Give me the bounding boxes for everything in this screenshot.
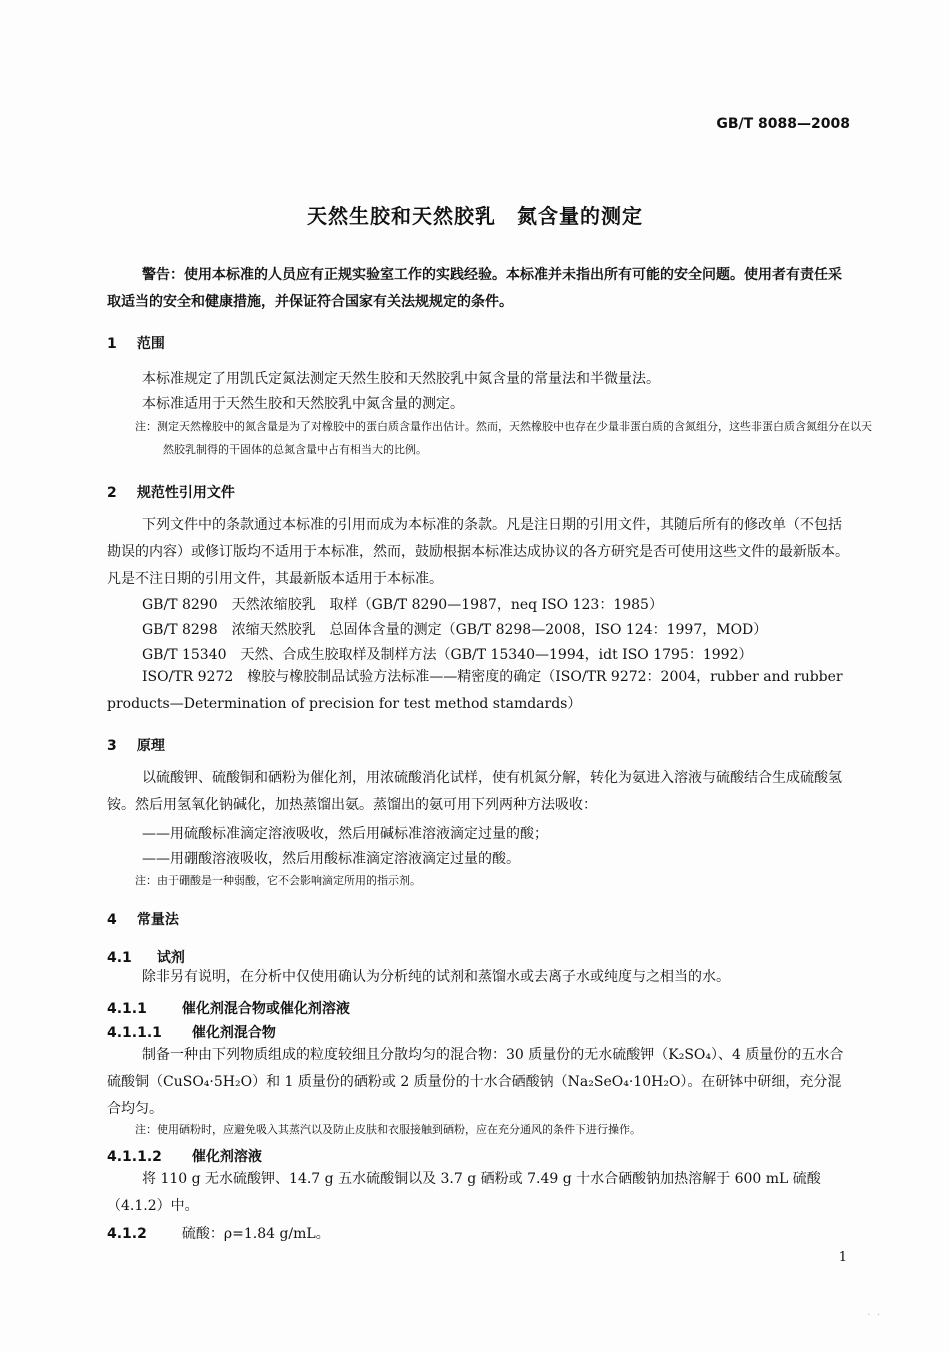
section-4-heading (107, 909, 179, 929)
standard-code: GB/T 8088—2008 (716, 116, 850, 132)
section-4-1-1-1-note: 注：使用硒粉时，应避免吸入其蒸汽以及防止皮肤和衣服接触到硒粉，应在充分通风的条件下进行操作。 (135, 1123, 641, 1136)
section-4-1-2-number: 4.1.2 (107, 1226, 147, 1242)
section-4-1-1-number: 4.1.1 (107, 1001, 147, 1017)
section-4-1-paragraph: 除非另有说明，在分析中仅使用确认为分析纯的试剂和蒸馏水或去离子水或纯度与之相当的水。 (142, 969, 730, 985)
section-4-1-1-1-heading (107, 1022, 276, 1042)
section-3-item-1: ——用硫酸标准滴定溶液吸收，然后用碱标准溶液滴定过量的酸； (142, 826, 548, 842)
section-4-1-1-1-number: 4.1.1.1 (107, 1025, 162, 1041)
section-4-1-number: 4.1 (107, 950, 132, 966)
section-4-1-1-title: 催化剂混合物或催化剂溶液 (181, 1001, 350, 1017)
warning-text: 警告：使用本标准的人员应有正规实验室工作的实践经验。本标准并未指出所有可能的安全问题。使用者有责任采取适当的安全和健康措施，并保证符合国家有关法规规定的条件。 (107, 267, 842, 310)
section-4-1-1-2-paragraph: 将 110 g 无水硫酸钾、14.7 g 五水硫酸铜以及 3.7 g 硒粉或 7.49 g 十水合硒酸钠加热溶解于 600 mL 硫酸（4.1.2）中。 (107, 1171, 821, 1214)
warning-block (107, 262, 850, 316)
section-4-1-1-heading (107, 998, 350, 1018)
section-3-note: 注：由于硼酸是一种弱酸，它不会影响滴定所用的指示剂。 (135, 874, 421, 887)
reference-item: GB/T 15340 天然、合成生胶取样及制样方法（GB/T 15340—1994，idt ISO 1795：1992） (142, 647, 753, 663)
section-4-1-1-1-paragraph: 制备一种由下列物质组成的粒度较细且分散均匀的混合物：30 质量份的无水硫酸钾（K₂SO₄）、4 质量份的五水合硫酸铜（CuSO₄·5H₂O）和 1 质量份的硒粉或 2 质量份的十水合硒酸钠（Na₂SeO₄·10H₂O）。在研钵中研细，充分混合均匀。 (107, 1047, 844, 1117)
section-2-heading (107, 482, 235, 502)
section-4-1-title: 试剂 (156, 950, 185, 966)
section-4-number: 4 (107, 912, 117, 928)
section-4-1-1-1-title: 催化剂混合物 (191, 1025, 276, 1041)
section-4-1-2-text: 硫酸：ρ=1.84 g/mL。 (181, 1226, 330, 1242)
section-4-1-2-heading (107, 1223, 330, 1243)
page-number: 1 (838, 1250, 847, 1265)
section-4-1-1-2-title: 催化剂溶液 (191, 1149, 262, 1165)
section-4-title: 常量法 (136, 912, 179, 928)
scan-dots-decoration: · · (867, 1310, 880, 1321)
section-1-note: 注：测定天然橡胶中的氮含量是为了对橡胶中的蛋白质含量作出估计。然而，天然橡胶中也存在少量非蛋白质的含氮组分，这些非蛋白质含氮组分在以天然胶乳制得的干固体的总氮含量中占有相当大的比例。 (135, 420, 872, 456)
section-3-title: 原理 (136, 738, 165, 754)
section-1-number: 1 (107, 336, 117, 352)
section-2-number: 2 (107, 485, 117, 501)
section-4-1-1-2-number: 4.1.1.2 (107, 1149, 162, 1165)
section-2-paragraph: 下列文件中的条款通过本标准的引用而成为本标准的条款。凡是注日期的引用文件，其随后所有的修改单（不包括勘误的内容）或修订版均不适用于本标准，然而，鼓励根据本标准达成协议的各方研究是否可使用这些文件的最新版本。凡是不注日期的引用文件，其最新版本适用于本标准。 (107, 517, 849, 587)
section-4-1-1-2-heading (107, 1146, 262, 1166)
document-title: 天然生胶和天然胶乳 氮含量的测定 (307, 204, 643, 228)
reference-item: ISO/TR 9272 橡胶与橡胶制品试验方法标准——精密度的确定（ISO/TR 9272：2004，rubber and rubber products—Determination of precision for test method stamdards） (107, 669, 843, 712)
section-3-item-2: ——用硼酸溶液吸收，然后用酸标准滴定溶液滴定过量的酸。 (142, 851, 520, 867)
reference-item: GB/T 8290 天然浓缩胶乳 取样（GB/T 8290—1987，neq ISO 123：1985） (142, 597, 663, 613)
reference-item: GB/T 8298 浓缩天然胶乳 总固体含量的测定（GB/T 8298—2008，ISO 124：1997，MOD） (142, 622, 768, 638)
section-3-heading (107, 735, 165, 755)
section-2-title: 规范性引用文件 (136, 485, 235, 501)
section-1-title: 范围 (136, 336, 165, 352)
section-1-paragraph-2: 本标准适用于天然生胶和天然胶乳中氮含量的测定。 (142, 396, 464, 412)
section-3-paragraph: 以硫酸钾、硫酸铜和硒粉为催化剂，用浓硫酸消化试样，使有机氮分解，转化为氨进入溶液与硫酸结合生成硫酸氢铵。然后用氢氧化钠碱化，加热蒸馏出氨。蒸馏出的氨可用下列两种方法吸收： (107, 770, 842, 813)
section-3-number: 3 (107, 738, 117, 754)
section-1-heading (107, 333, 165, 353)
section-1-paragraph-1: 本标准规定了用凯氏定氮法测定天然生胶和天然胶乳中氮含量的常量法和半微量法。 (142, 371, 660, 387)
